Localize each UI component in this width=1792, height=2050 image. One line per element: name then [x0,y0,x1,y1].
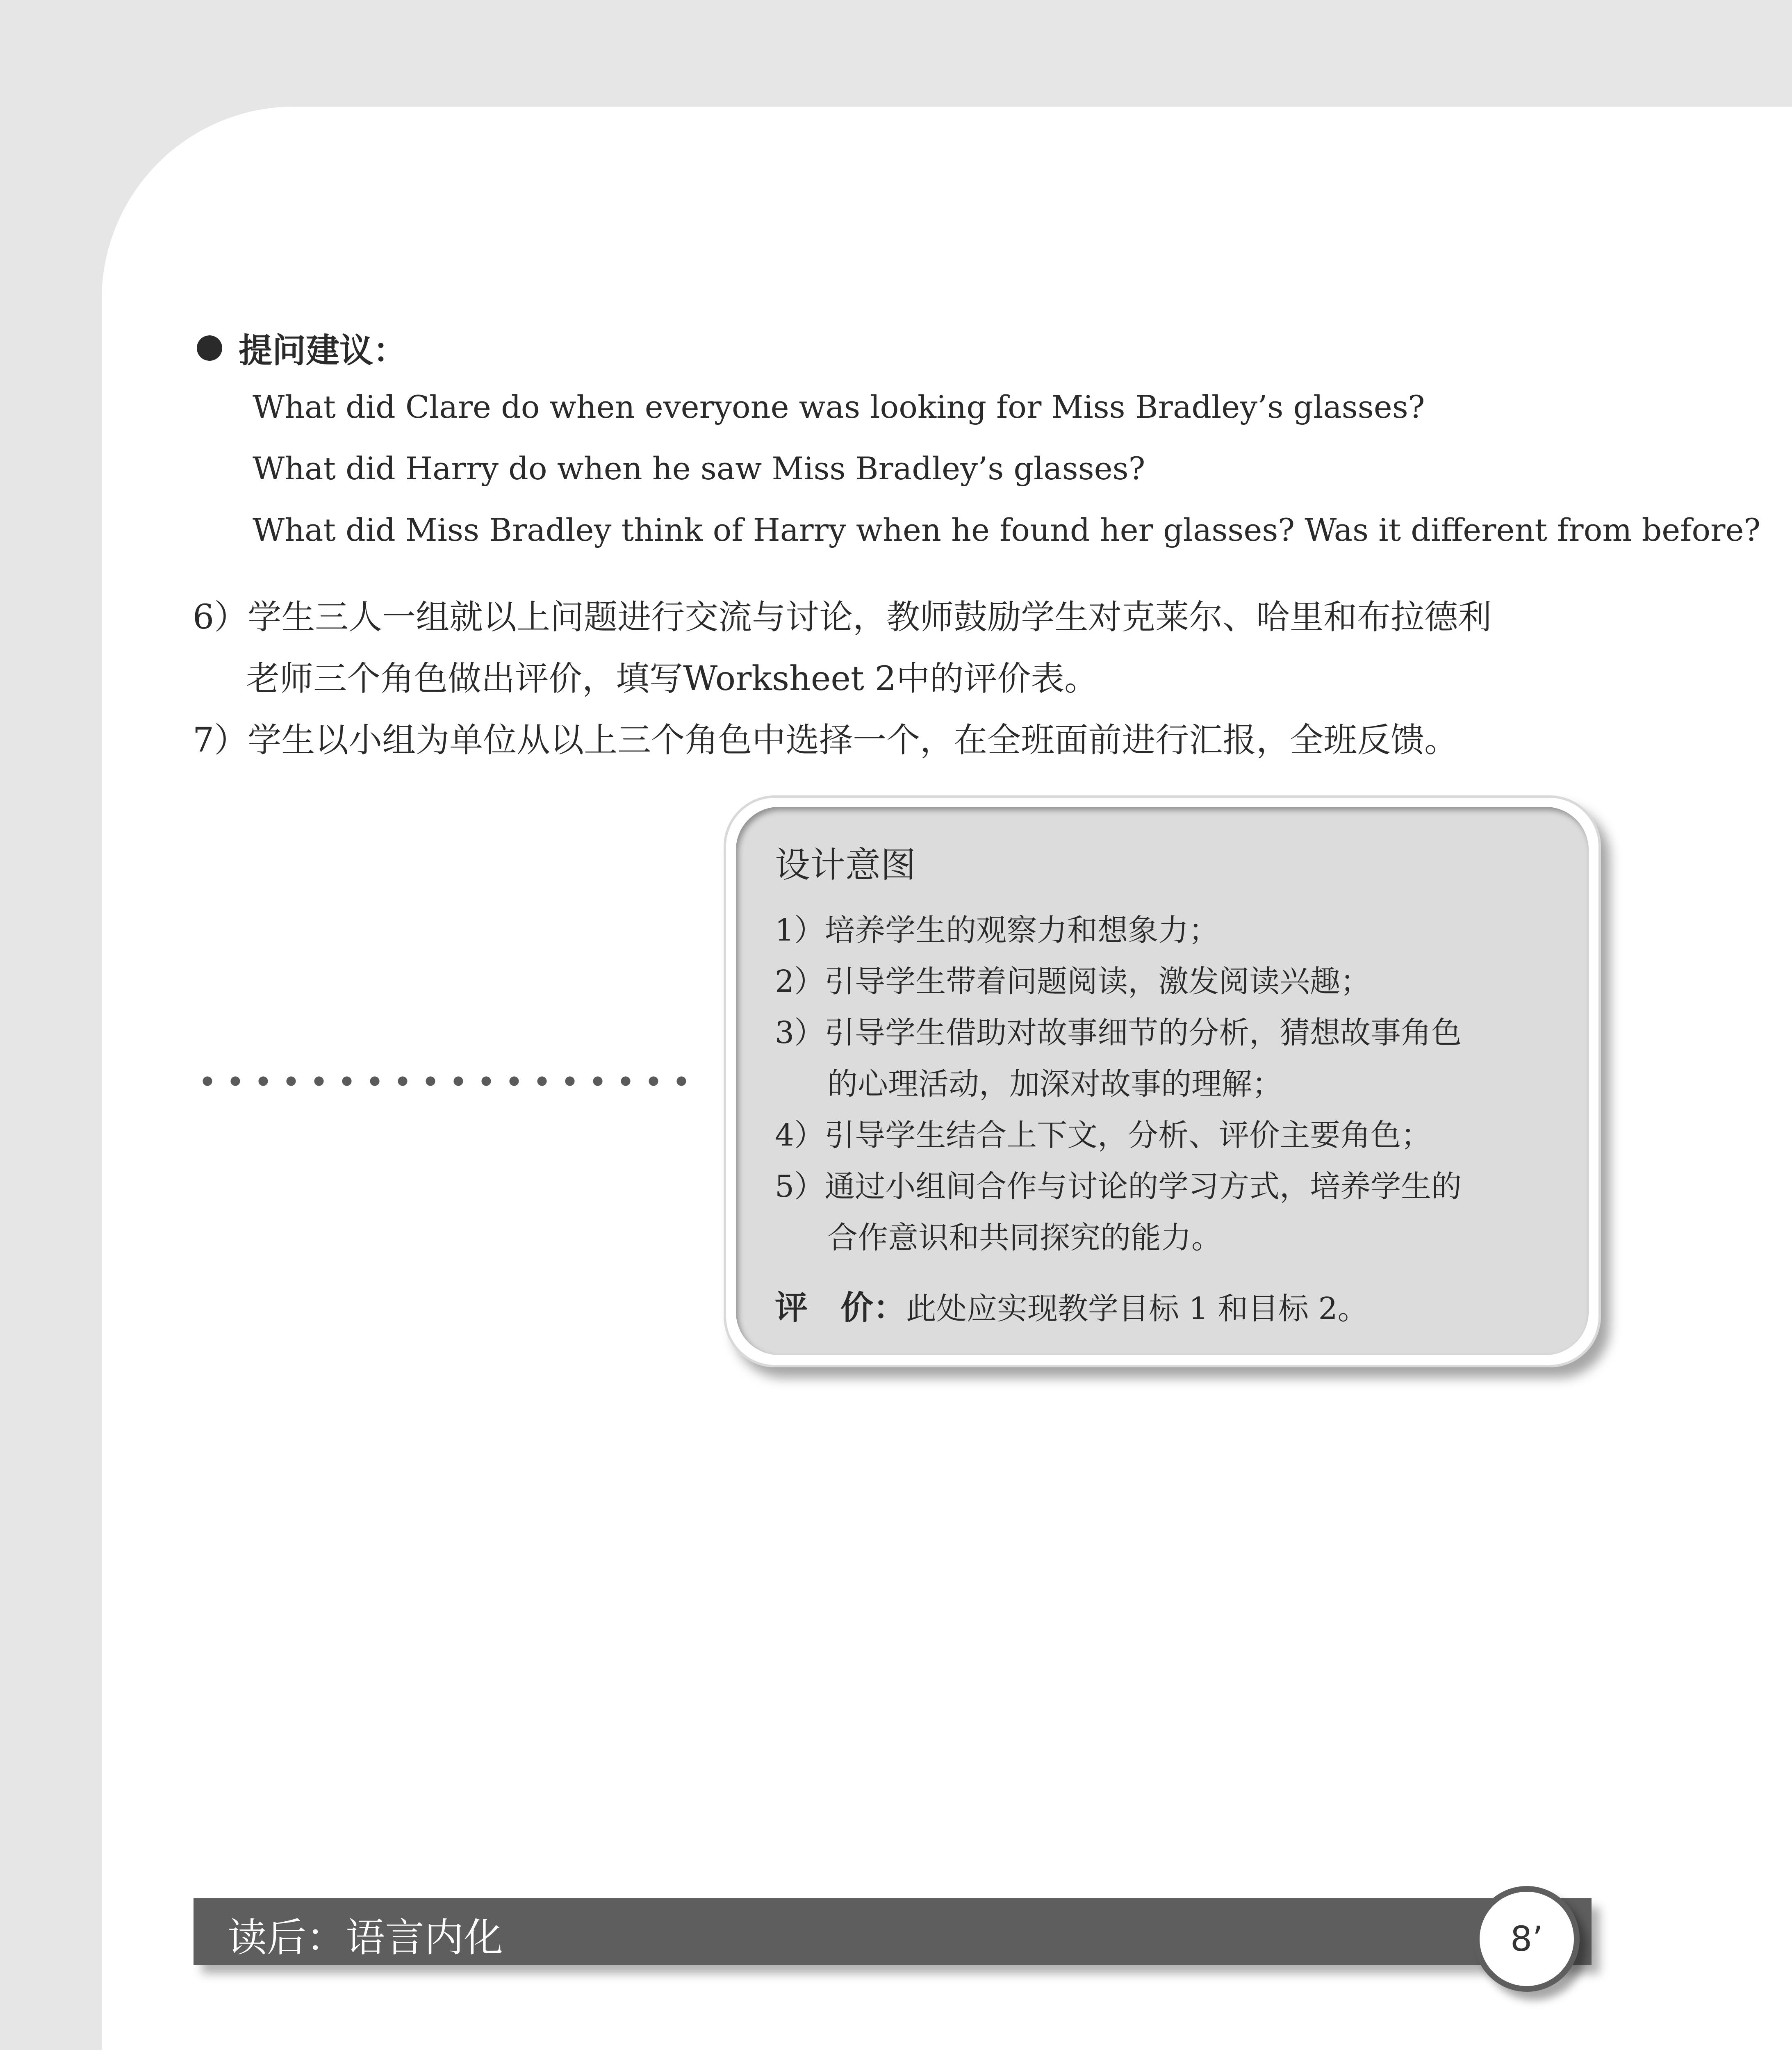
design-intent-item: 5）通过小组间合作与讨论的学习方式，培养学生的 [775,1169,1462,1204]
post-step-1 [193,2047,1082,2050]
question-item: What did Clare do when everyone was looking for Miss Bradley’s glasses? [253,389,1425,425]
questions-heading: 提问建议： [239,331,407,370]
step-6-line-1: 6）学生三人一组就以上问题进行交流与讨论，教师鼓励学生对克莱尔、哈里和布拉德利 [193,598,1492,637]
evaluation-label: 评 价： [775,1289,906,1327]
design-intent-item: 3）引导学生借助对故事细节的分析，猜想故事角色 [775,1015,1462,1050]
dotted-leader [194,1075,702,1087]
design-intent-item: 2）引导学生带着问题阅读，激发阅读兴趣； [775,964,1371,999]
design-intent-item-cont: 合作意识和共同探究的能力。 [827,1220,1222,1255]
design-intent-title: 设计意图 [775,845,916,886]
evaluation-text: 此处应实现教学目标 1 和目标 2。 [906,1291,1368,1326]
evaluation-line [775,1281,1368,1328]
design-intent-item: 1）培养学生的观察力和想象力； [775,913,1219,948]
bullet-icon [197,335,222,361]
design-intent-item: 4）引导学生结合上下文，分析、评价主要角色； [775,1118,1432,1153]
section-title: 读后：语言内化 [228,1915,503,1961]
design-intent-item-cont: 的心理活动，加深对故事的理解； [827,1066,1282,1102]
step-7: 7）学生以小组为单位从以上三个角色中选择一个，在全班面前进行汇报，全班反馈。 [193,721,1458,760]
time-badge: 8’ [1474,1886,1580,1992]
step-6-line-2: 老师三个角色做出评价，填写Worksheet 2中的评价表。 [246,659,1098,698]
question-item: What did Harry do when he saw Miss Bradley’s glasses? [253,450,1145,487]
question-item: What did Miss Bradley think of Harry when he found her glasses? Was it different from before? [253,512,1761,548]
